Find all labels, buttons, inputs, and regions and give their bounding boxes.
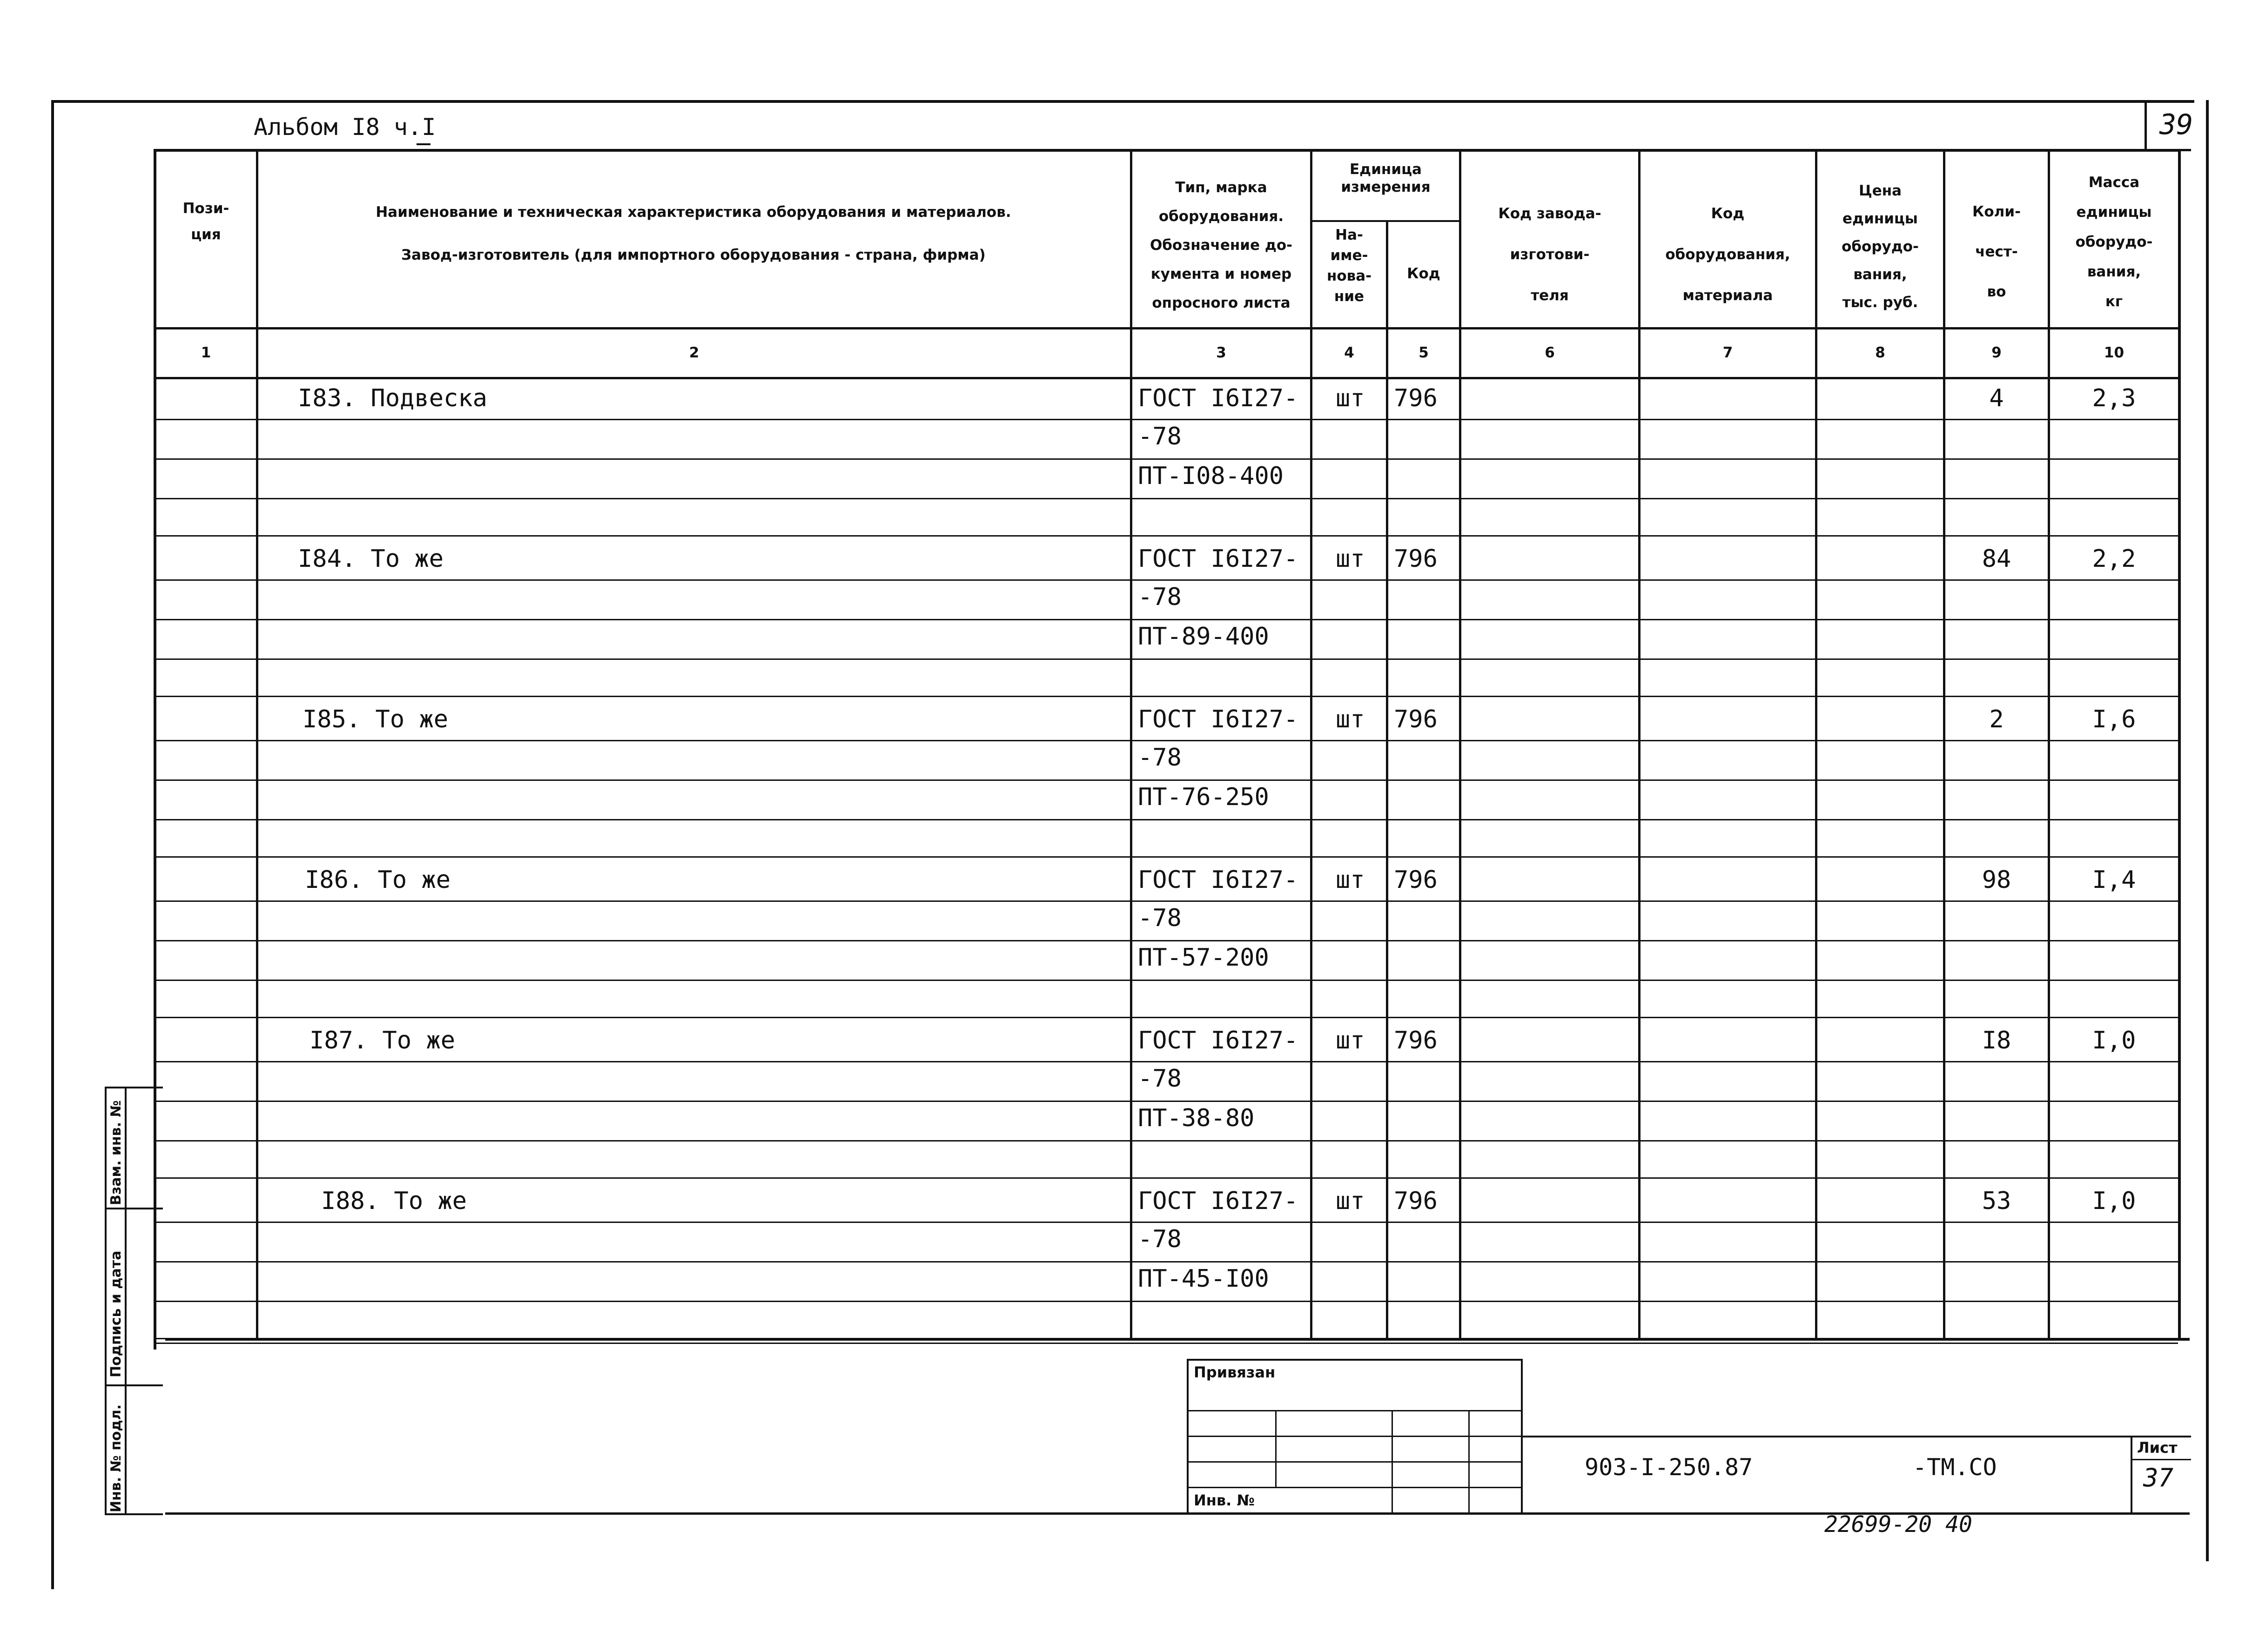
item-name: I83. Подвеска bbox=[298, 384, 487, 412]
album-underline bbox=[417, 143, 430, 145]
col-header-pos: Пози- ция bbox=[182, 200, 229, 243]
row-line bbox=[156, 980, 2178, 981]
corner-box-left bbox=[2145, 100, 2147, 149]
item-mass: I,4 bbox=[2092, 866, 2136, 894]
item-qty: I8 bbox=[1982, 1027, 2011, 1054]
row-line bbox=[156, 1261, 2178, 1263]
strip-top bbox=[105, 1087, 163, 1088]
stamp-row-2 bbox=[1187, 1436, 1522, 1437]
item-doc-line-1: ГОСТ I6I27- bbox=[1138, 1027, 1298, 1054]
row-line bbox=[156, 1101, 2178, 1102]
item-name: I86. То же bbox=[305, 866, 451, 894]
col-number-6: 6 bbox=[1545, 344, 1555, 361]
col-sep-7 bbox=[1815, 149, 1817, 1340]
stamp-col-3 bbox=[1468, 1410, 1470, 1515]
stamp-row-3 bbox=[1187, 1461, 1522, 1463]
stamp-box-top bbox=[1187, 1359, 1522, 1361]
row-line bbox=[156, 498, 2178, 499]
frame-top bbox=[51, 100, 2194, 103]
col-header-unit-code: Код bbox=[1407, 265, 1440, 282]
table-colnum-bottom bbox=[154, 377, 2178, 379]
col-number-8: 8 bbox=[1875, 344, 1885, 361]
sheet-number: 37 bbox=[2143, 1463, 2174, 1492]
frame-left bbox=[51, 100, 54, 1589]
stamp-inv: Инв. № bbox=[1194, 1491, 1255, 1509]
table-header-bottom bbox=[154, 327, 2178, 329]
unit-subheader-line bbox=[1310, 220, 1459, 222]
item-doc-line-2: -78 bbox=[1138, 904, 1182, 932]
item-doc-line-1: ГОСТ I6I27- bbox=[1138, 705, 1298, 733]
item-code: 796 bbox=[1394, 545, 1438, 573]
item-doc-line-2: -78 bbox=[1138, 1225, 1182, 1253]
item-doc-line-1: ГОСТ I6I27- bbox=[1138, 866, 1298, 894]
item-code: 796 bbox=[1394, 384, 1438, 412]
row-line bbox=[156, 1343, 2178, 1344]
side-label-replace: Взам. инв. № bbox=[108, 1100, 124, 1205]
item-doc-line-2: -78 bbox=[1138, 744, 1182, 772]
frame-right bbox=[2206, 100, 2209, 1561]
item-code: 796 bbox=[1394, 1027, 1438, 1054]
item-code: 796 bbox=[1394, 866, 1438, 894]
item-doc-line-2: -78 bbox=[1138, 1065, 1182, 1093]
page-corner-number: 39 bbox=[2159, 108, 2193, 141]
col-number-4: 4 bbox=[1344, 344, 1354, 361]
row-line bbox=[156, 1017, 2178, 1018]
row-line bbox=[156, 1301, 2178, 1302]
item-unit: шт bbox=[1336, 384, 1365, 412]
row-line bbox=[156, 1222, 2178, 1223]
col-header-qty: Коли- чест- во bbox=[1972, 203, 2021, 300]
col-number-2: 2 bbox=[689, 344, 699, 361]
title-block-top bbox=[1521, 1436, 2191, 1437]
col-number-1: 1 bbox=[201, 344, 211, 361]
row-line bbox=[156, 535, 2178, 537]
row-line bbox=[156, 1338, 2178, 1339]
item-mass: I,0 bbox=[2092, 1187, 2136, 1215]
doc-code: 903-I-250.87 bbox=[1585, 1454, 1753, 1481]
sheet-label: Лист bbox=[2137, 1439, 2178, 1457]
strip-left bbox=[105, 1087, 107, 1515]
col-number-3: 3 bbox=[1216, 344, 1226, 361]
item-doc-line-3: ПТ-I08-400 bbox=[1138, 462, 1284, 490]
row-line bbox=[156, 940, 2178, 941]
col-header-maker: Код завода- изготови- теля bbox=[1498, 205, 1601, 304]
item-doc-line-3: ПТ-76-250 bbox=[1138, 783, 1269, 811]
stamp-row-4 bbox=[1187, 1487, 1522, 1488]
footer-number: 22699-20 40 bbox=[1824, 1511, 1972, 1538]
sheet-box-mid bbox=[2131, 1459, 2191, 1460]
item-doc-line-2: -78 bbox=[1138, 423, 1182, 450]
col-header-unit-name: На- име- нова- ние bbox=[1326, 227, 1372, 305]
row-line bbox=[156, 819, 2178, 820]
item-doc-line-3: ПТ-38-80 bbox=[1138, 1104, 1255, 1132]
item-qty: 4 bbox=[1989, 384, 2004, 412]
strip-divider bbox=[125, 1087, 127, 1515]
item-qty: 53 bbox=[1982, 1187, 2011, 1215]
col-sep-5 bbox=[1459, 149, 1461, 1340]
col-sep-6 bbox=[1638, 149, 1640, 1340]
col-sep-1 bbox=[256, 149, 258, 1340]
col-sep-3 bbox=[1310, 149, 1312, 1340]
item-unit: шт bbox=[1336, 1187, 1365, 1215]
col-sep-8 bbox=[1943, 149, 1945, 1340]
row-line bbox=[156, 1061, 2178, 1062]
col-header-name: Наименование и техническая характеристика оборудования и материалов. Завод-изготовитель (для импортного оборудования - страна, фирма) bbox=[376, 204, 1011, 263]
item-qty: 98 bbox=[1982, 866, 2011, 894]
item-name: I88. То же bbox=[321, 1187, 467, 1215]
col-number-7: 7 bbox=[1722, 344, 1733, 361]
strip-sep-3 bbox=[105, 1513, 163, 1515]
item-doc-line-1: ГОСТ I6I27- bbox=[1138, 384, 1298, 412]
item-mass: I,6 bbox=[2092, 705, 2136, 733]
strip-sep-1 bbox=[105, 1208, 163, 1209]
row-line bbox=[156, 779, 2178, 781]
item-qty: 2 bbox=[1989, 705, 2004, 733]
item-name: I85. То же bbox=[303, 705, 449, 733]
row-line bbox=[156, 579, 2178, 581]
row-line bbox=[156, 900, 2178, 902]
col-number-5: 5 bbox=[1419, 344, 1429, 361]
col-header-type: Тип, марка оборудования. Обозначение до- кумента и номер опросного листа bbox=[1150, 179, 1293, 311]
row-line bbox=[156, 658, 2178, 660]
item-doc-line-3: ПТ-57-200 bbox=[1138, 944, 1269, 972]
row-line bbox=[156, 619, 2178, 620]
row-line bbox=[156, 740, 2178, 741]
stamp-col-2 bbox=[1392, 1410, 1393, 1515]
item-unit: шт bbox=[1336, 866, 1365, 894]
stamp-col-1 bbox=[1275, 1410, 1277, 1487]
item-qty: 84 bbox=[1982, 545, 2011, 573]
table-right bbox=[2178, 149, 2181, 1340]
col-header-mass: Масса единицы оборудо- вания, кг bbox=[2075, 174, 2153, 310]
item-code: 796 bbox=[1394, 705, 1438, 733]
item-unit: шт bbox=[1336, 545, 1365, 573]
item-doc-line-2: -78 bbox=[1138, 583, 1182, 611]
row-line bbox=[156, 458, 2178, 460]
col-sep-2 bbox=[1130, 149, 1132, 1340]
stamp-row-1 bbox=[1187, 1410, 1522, 1411]
item-mass: I,0 bbox=[2092, 1027, 2136, 1054]
item-name: I84. То же bbox=[298, 545, 444, 573]
row-line bbox=[156, 1140, 2178, 1142]
col-header-price: Цена единицы оборудо- вания, тыс. руб. bbox=[1842, 182, 1919, 311]
item-name: I87. То же bbox=[309, 1027, 456, 1054]
stamp-privyazan: Привязан bbox=[1194, 1363, 1276, 1381]
item-unit: шт bbox=[1336, 1027, 1365, 1054]
row-line bbox=[156, 856, 2178, 858]
item-code: 796 bbox=[1394, 1187, 1438, 1215]
item-doc-line-3: ПТ-89-400 bbox=[1138, 623, 1269, 651]
item-doc-line-1: ГОСТ I6I27- bbox=[1138, 1187, 1298, 1215]
row-line bbox=[156, 1177, 2178, 1179]
album-label: Альбом I8 ч.I bbox=[254, 114, 436, 141]
col-number-9: 9 bbox=[1991, 344, 2002, 361]
item-doc-line-1: ГОСТ I6I27- bbox=[1138, 545, 1298, 573]
item-mass: 2,2 bbox=[2092, 545, 2136, 573]
col-number-10: 10 bbox=[2104, 344, 2125, 361]
table-top bbox=[154, 149, 2178, 152]
row-line bbox=[156, 419, 2178, 420]
sheet-box-left bbox=[2131, 1436, 2132, 1515]
item-unit: шт bbox=[1336, 705, 1365, 733]
col-sep-9 bbox=[2048, 149, 2050, 1340]
col-header-unit: Единица измерения bbox=[1341, 161, 1431, 195]
side-label-sign: Подпись и дата bbox=[108, 1250, 124, 1377]
strip-sep-2 bbox=[105, 1384, 163, 1386]
row-line bbox=[156, 696, 2178, 697]
item-doc-line-3: ПТ-45-I00 bbox=[1138, 1265, 1269, 1293]
doc-suffix: -ТМ.СО bbox=[1913, 1454, 1997, 1481]
item-mass: 2,3 bbox=[2092, 384, 2136, 412]
side-label-inv: Инв. № подл. bbox=[108, 1404, 124, 1512]
col-header-equip-code: Код оборудования, материала bbox=[1665, 205, 1790, 304]
